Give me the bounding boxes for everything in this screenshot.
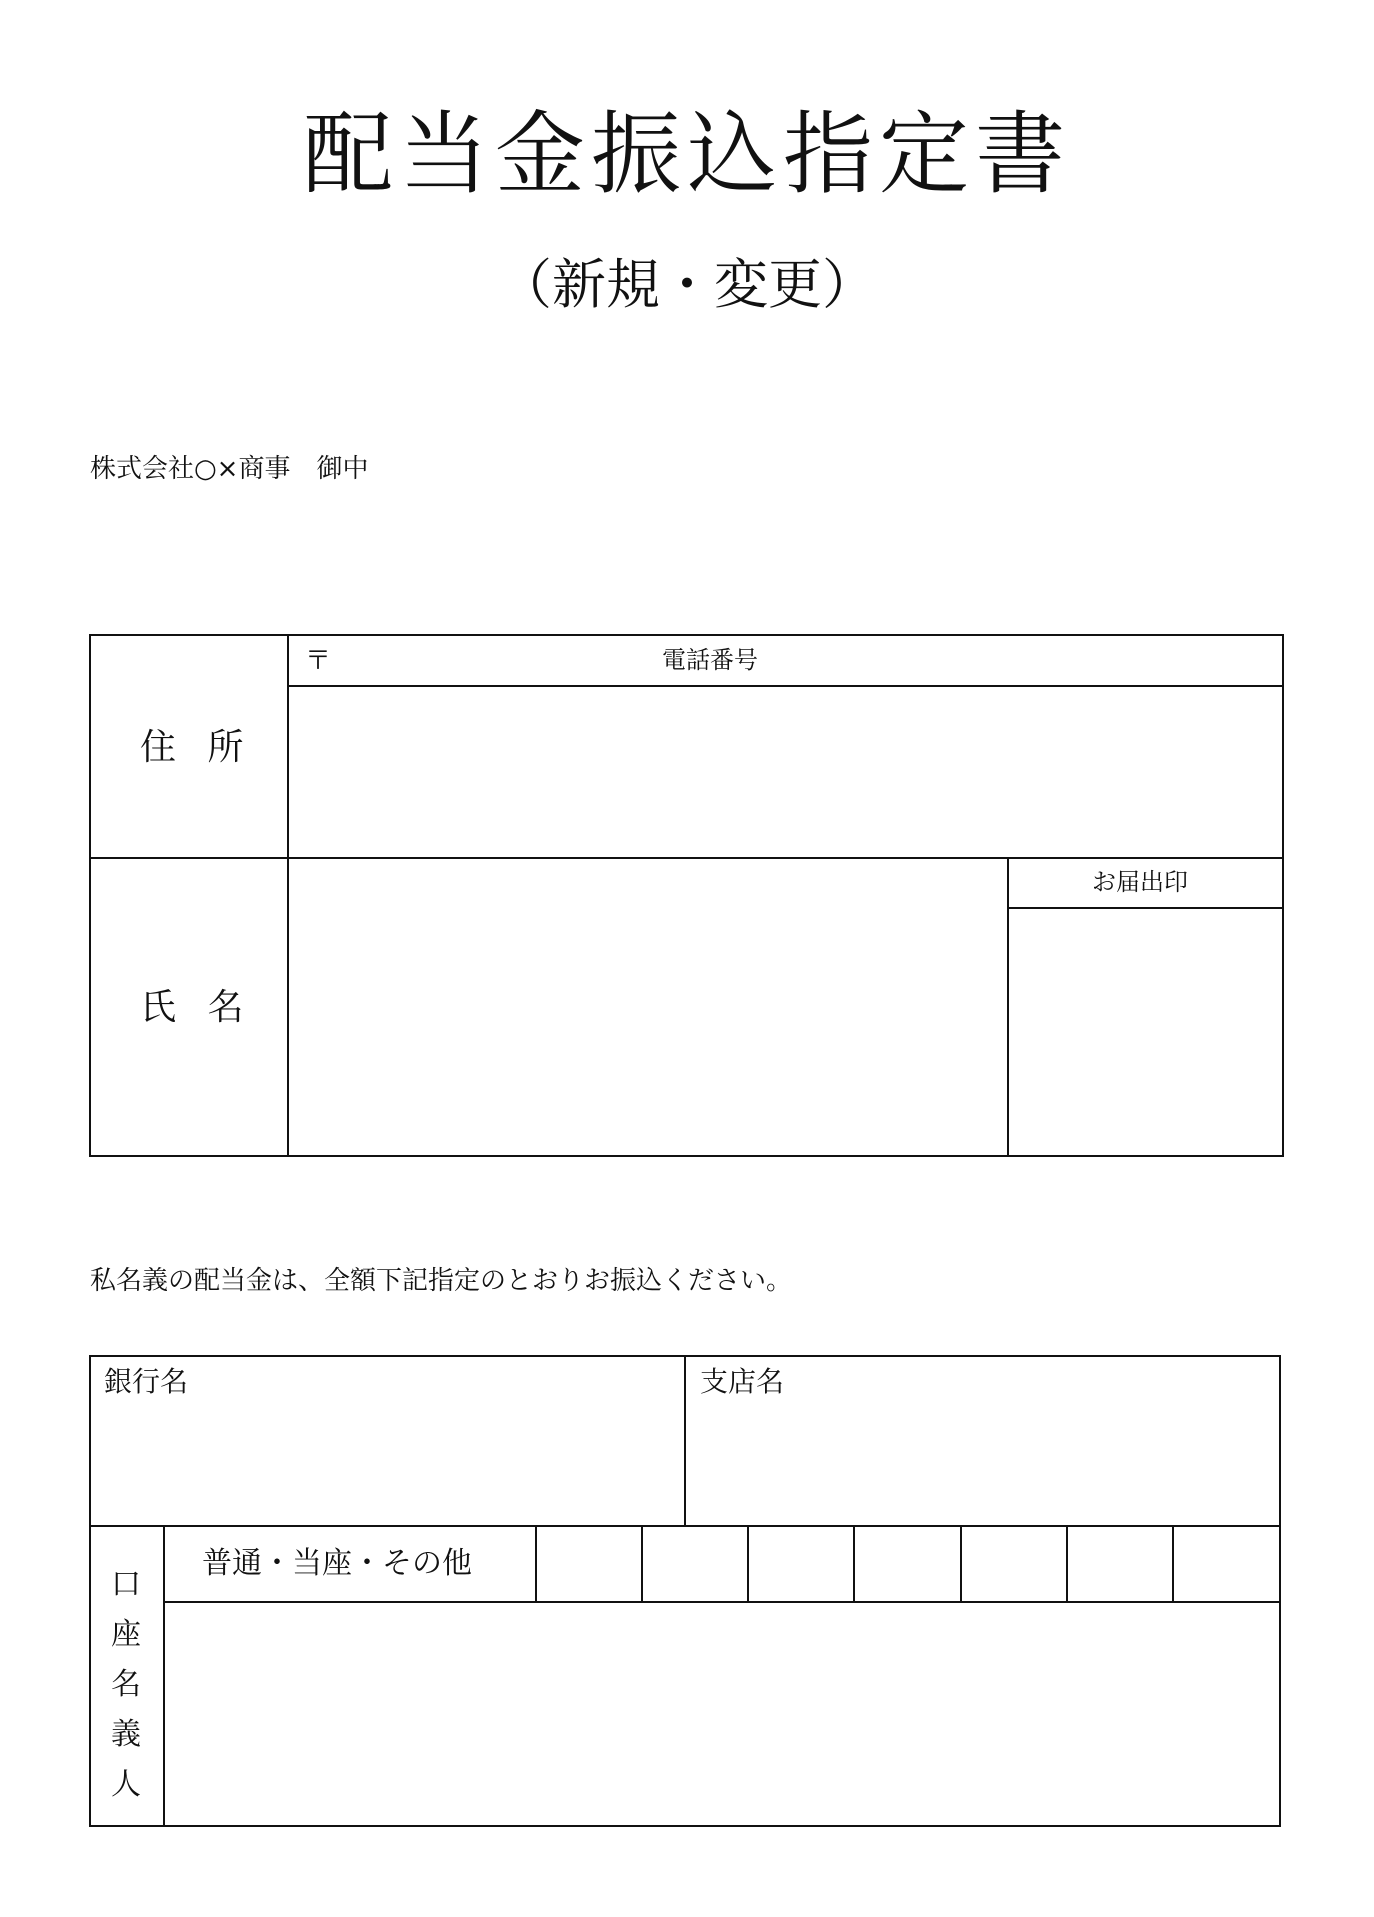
label-column-divider: [287, 634, 289, 1157]
table-border-bottom: [89, 1155, 1284, 1157]
digit-divider: [1066, 1525, 1068, 1603]
address-input-area[interactable]: [292, 690, 1280, 855]
holder-label-divider: [163, 1525, 165, 1827]
table-border-top: [89, 634, 1284, 636]
address-label: 住 所: [140, 727, 254, 768]
digit-divider: [1172, 1525, 1174, 1603]
seal-column-divider: [1007, 857, 1009, 1157]
account-digit-box-1[interactable]: [540, 1530, 639, 1600]
digit-divider: [960, 1525, 962, 1603]
bank-border-right: [1279, 1355, 1281, 1827]
digit-divider: [641, 1525, 643, 1603]
account-holder-label: [106, 1560, 146, 1810]
account-digit-box-2[interactable]: [646, 1530, 745, 1600]
account-digit-box-7[interactable]: [1177, 1530, 1277, 1600]
bank-name-label: 銀行名: [104, 1365, 189, 1398]
document-title: 配当金振込指定書: [303, 102, 1071, 207]
phone-label: 電話番号: [662, 646, 758, 674]
holder-label-char: 人: [111, 1767, 141, 1802]
holder-label-char: 口: [111, 1567, 141, 1602]
document-subtitle: （新規・変更）: [498, 253, 876, 316]
bank-row-divider: [89, 1525, 1281, 1527]
holder-label-char: 義: [111, 1717, 141, 1752]
branch-name-input[interactable]: [689, 1360, 1277, 1523]
account-digit-box-4[interactable]: [858, 1530, 958, 1600]
digit-divider: [747, 1525, 749, 1603]
account-type-label[interactable]: 普通・当座・その他: [202, 1546, 472, 1581]
account-holder-input[interactable]: [168, 1606, 1277, 1823]
bank-name-input[interactable]: [94, 1360, 682, 1523]
bank-branch-divider: [684, 1355, 686, 1527]
table-border-right: [1282, 634, 1284, 1157]
holder-label-char: 名: [111, 1667, 141, 1702]
name-label: 氏 名: [140, 987, 254, 1028]
seal-label: お届出印: [1092, 868, 1188, 896]
account-digit-box-3[interactable]: [752, 1530, 851, 1600]
account-digit-box-5[interactable]: [965, 1530, 1064, 1600]
account-type-divider: [535, 1525, 537, 1603]
holder-label-char: 座: [111, 1617, 141, 1652]
bank-border-bottom: [89, 1825, 1281, 1827]
table-border-left: [89, 634, 91, 1157]
digit-divider: [853, 1525, 855, 1603]
account-row-divider: [163, 1601, 1281, 1603]
bank-border-left: [89, 1355, 91, 1827]
phone-input-area[interactable]: [292, 638, 1280, 683]
postal-mark: 〒: [305, 646, 332, 676]
name-input-area[interactable]: [292, 862, 1004, 1152]
address-name-divider: [89, 857, 1284, 859]
phone-row-divider: [287, 685, 1284, 687]
account-digit-box-6[interactable]: [1071, 1530, 1170, 1600]
seal-label-divider: [1007, 907, 1284, 909]
seal-area[interactable]: [1012, 912, 1280, 1152]
branch-name-label: 支店名: [700, 1365, 785, 1398]
addressee: 株式会社○×商事 御中: [90, 454, 369, 484]
instruction-text: 私名義の配当金は、全額下記指定のとおりお振込ください。: [90, 1266, 793, 1296]
